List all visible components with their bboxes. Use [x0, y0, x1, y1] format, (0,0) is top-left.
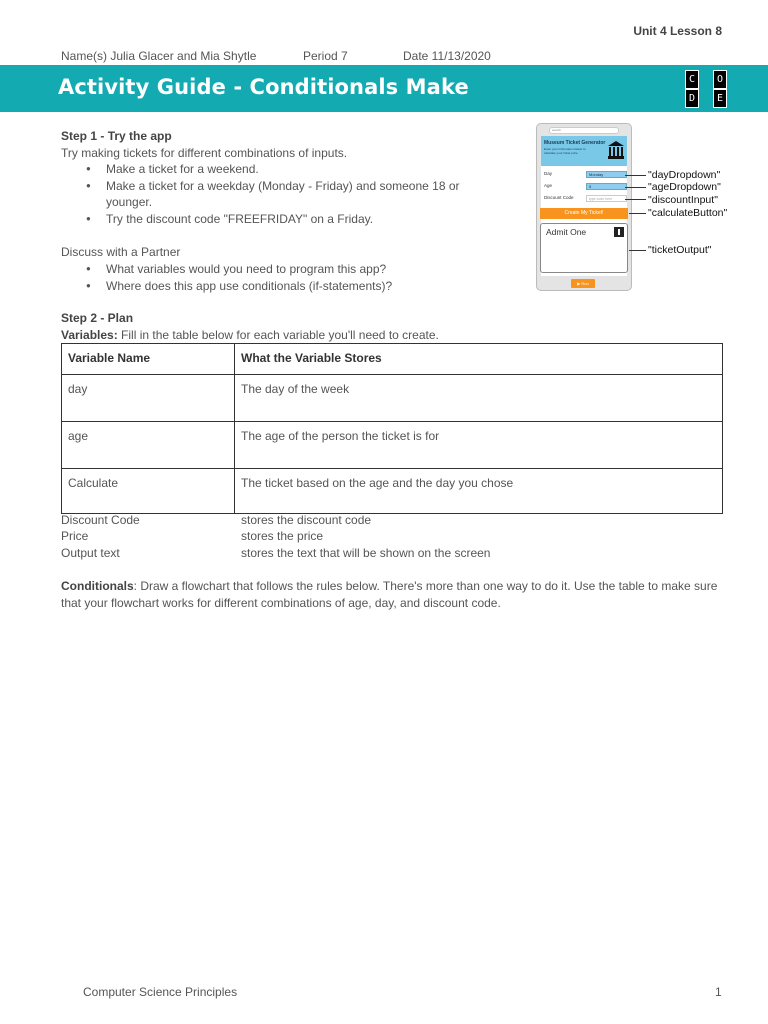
- page-number: 1: [715, 985, 722, 999]
- age-dropdown[interactable]: 5: [586, 183, 627, 190]
- table-cell[interactable]: day: [62, 375, 235, 422]
- extra-variable-row: [61, 513, 372, 527]
- day-label: Day: [544, 171, 553, 176]
- logo-letter: O: [713, 70, 727, 89]
- table-cell[interactable]: Calculate: [62, 469, 235, 514]
- variable-description: stores the discount code: [241, 513, 372, 527]
- code-org-logo: [685, 70, 727, 108]
- names-field: Name(s) Julia Glacer and Mia Shytle: [61, 49, 257, 63]
- variable-name: Price: [61, 529, 89, 543]
- callout-line: [625, 187, 646, 188]
- date-field: Date 11/13/2020: [403, 49, 491, 63]
- conditionals-instructions: Conditionals: Draw a flowchart that follows the rules below. There's more than one way to do it. Use the table to make sure that your flowchart works for different combinations of age, day, and discount code.: [61, 579, 718, 610]
- list-item: ● Where does this app use conditionals (if-statements)?: [86, 278, 506, 295]
- callout-line: [629, 250, 646, 251]
- table-cell[interactable]: The day of the week: [235, 375, 723, 422]
- calculate-button[interactable]: Create My Ticket!: [540, 208, 628, 219]
- qr-code-icon: [614, 227, 624, 237]
- step1-intro: Try making tickets for different combinations of inputs.: [61, 146, 348, 160]
- variable-name: Discount Code: [61, 513, 140, 527]
- search-bar: search: [549, 127, 619, 134]
- callout-age-dropdown: "ageDropdown": [648, 181, 721, 193]
- table-row: [62, 422, 723, 469]
- variable-description: stores the text that will be shown on the screen: [241, 546, 491, 560]
- list-item: ● Make a ticket for a weekday (Monday - Friday) and someone 18 or younger.: [86, 178, 481, 211]
- run-button[interactable]: ▶ Run: [571, 279, 595, 288]
- variables-instructions: Variables: Fill in the table below for each variable you'll need to create.: [61, 328, 439, 342]
- callout-discount-input: "discountInput": [648, 194, 718, 206]
- ticket-output-text: Admit One: [546, 227, 587, 237]
- column-header: What the Variable Stores: [235, 344, 723, 375]
- table-cell[interactable]: The ticket based on the age and the day you chose: [235, 469, 723, 514]
- column-header: Variable Name: [62, 344, 235, 375]
- logo-letter: D: [685, 89, 699, 108]
- extra-variable-row: [61, 529, 324, 543]
- ticket-output: [540, 223, 628, 273]
- step2-heading: Step 2 - Plan: [61, 311, 134, 325]
- callout-line: [625, 175, 646, 176]
- logo-letter: C: [685, 70, 699, 89]
- callout-line: [629, 213, 646, 214]
- step1-bullet-list: [86, 161, 486, 227]
- logo-letter: E: [713, 89, 727, 108]
- callout-day-dropdown: "dayDropdown": [648, 169, 721, 181]
- title-banner: [0, 65, 768, 112]
- table-row: [62, 375, 723, 422]
- museum-icon: [607, 140, 625, 160]
- discount-input[interactable]: type code here: [586, 195, 627, 202]
- callout-calculate-button: "calculateButton": [648, 207, 728, 219]
- list-item: ● Make a ticket for a weekend.: [86, 161, 486, 178]
- age-label: Age: [544, 183, 553, 188]
- callout-line: [625, 199, 646, 200]
- callout-ticket-output: "ticketOutput": [648, 244, 712, 256]
- extra-variable-row: [61, 546, 491, 560]
- discuss-bullet-list: [86, 261, 506, 294]
- variable-name: Output text: [61, 546, 120, 560]
- app-title: Museum Ticket Generator: [544, 140, 606, 146]
- period-field: Period 7: [303, 49, 348, 63]
- app-subtitle: Enter your information below to calculate your ticket price: [544, 147, 586, 155]
- discuss-heading: Discuss with a Partner: [61, 245, 181, 259]
- page-title: Activity Guide - Conditionals Make: [58, 75, 469, 99]
- app-header: [541, 136, 627, 166]
- app-screenshot: [536, 123, 632, 291]
- day-dropdown[interactable]: Monday: [586, 171, 627, 178]
- list-item: ● What variables would you need to program this app?: [86, 261, 506, 278]
- variables-table: [61, 343, 723, 514]
- table-cell[interactable]: age: [62, 422, 235, 469]
- table-header-row: [62, 344, 723, 375]
- footer-course: Computer Science Principles: [83, 985, 238, 999]
- list-item: ● Try the discount code "FREEFRIDAY" on a Friday.: [86, 211, 486, 228]
- table-row: [62, 469, 723, 514]
- table-cell[interactable]: The age of the person the ticket is for: [235, 422, 723, 469]
- variable-description: stores the price: [241, 529, 324, 543]
- step1-heading: Step 1 - Try the app: [61, 129, 172, 143]
- unit-lesson-label: Unit 4 Lesson 8: [633, 24, 722, 38]
- discount-label: Discount Code: [544, 195, 574, 200]
